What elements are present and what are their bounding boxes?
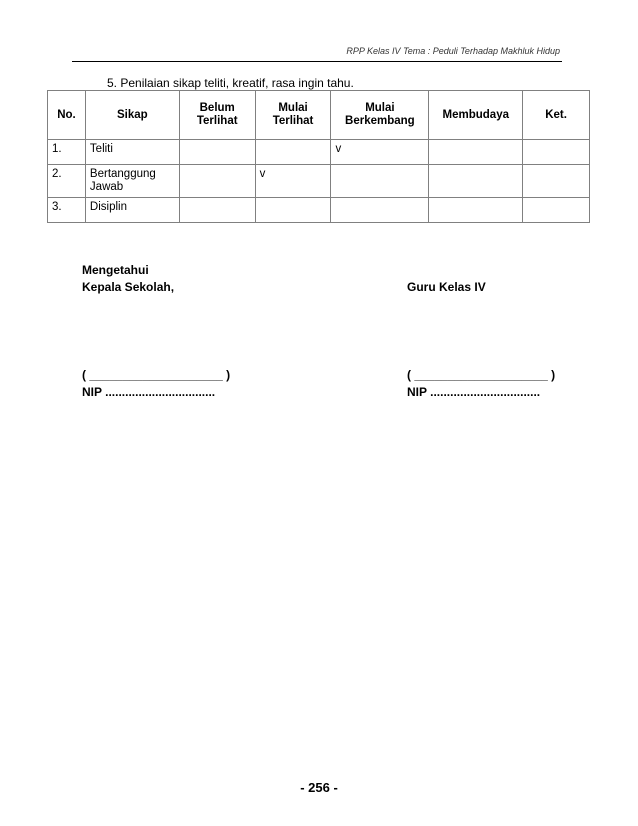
cell-sikap: Teliti <box>85 140 179 165</box>
cell-mulai-berkembang: v <box>331 140 429 165</box>
header-belum-terlihat: Belum Terlihat <box>179 91 255 140</box>
cell-sikap: Disiplin <box>85 198 179 223</box>
cell-ket <box>523 198 590 223</box>
cell-mulai-terlihat: v <box>255 165 331 198</box>
signature-left-nip: NIP ................................. <box>82 385 216 399</box>
cell-no: 3. <box>48 198 86 223</box>
cell-mulai-terlihat <box>255 198 331 223</box>
cell-ket <box>523 165 590 198</box>
cell-membudaya <box>429 165 523 198</box>
cell-membudaya <box>429 140 523 165</box>
header-ket: Ket. <box>523 91 590 140</box>
header-no: No. <box>48 91 86 140</box>
table-row <box>48 198 590 223</box>
signature-right <box>407 279 486 296</box>
cell-belum-terlihat <box>179 198 255 223</box>
cell-mulai-berkembang <box>331 165 429 198</box>
signature-left-role: Kepala Sekolah, <box>82 280 175 294</box>
table-header-row <box>48 91 590 140</box>
signature-left <box>82 262 174 296</box>
assessment-table <box>47 90 590 223</box>
header-membudaya: Membudaya <box>429 91 523 140</box>
header-rule <box>72 61 562 62</box>
cell-belum-terlihat <box>179 165 255 198</box>
signature-left-line1: Mengetahui <box>82 263 149 277</box>
signature-left-name-line: ( ____________________ ) <box>82 368 231 382</box>
cell-ket <box>523 140 590 165</box>
cell-mulai-terlihat <box>255 140 331 165</box>
section-title: 5. Penilaian sikap teliti, kreatif, rasa ingin tahu. <box>107 76 354 90</box>
cell-mulai-berkembang <box>331 198 429 223</box>
signature-right-role: Guru Kelas IV <box>407 280 486 294</box>
running-header: RPP Kelas IV Tema : Peduli Terhadap Makhluk Hidup <box>346 46 560 56</box>
cell-belum-terlihat <box>179 140 255 165</box>
table-row <box>48 140 590 165</box>
page-number: - 256 - <box>300 780 338 795</box>
signature-right-nip: NIP ................................. <box>407 385 541 399</box>
signature-left-name-block <box>82 367 230 401</box>
signature-right-name-line: ( ____________________ ) <box>407 368 556 382</box>
cell-no: 1. <box>48 140 86 165</box>
cell-sikap: Bertanggung Jawab <box>85 165 179 198</box>
cell-membudaya <box>429 198 523 223</box>
header-mulai-terlihat: Mulai Terlihat <box>255 91 331 140</box>
signature-right-name-block <box>407 367 555 401</box>
header-sikap: Sikap <box>85 91 179 140</box>
table-row <box>48 165 590 198</box>
cell-no: 2. <box>48 165 86 198</box>
header-mulai-berkembang: Mulai Berkembang <box>331 91 429 140</box>
